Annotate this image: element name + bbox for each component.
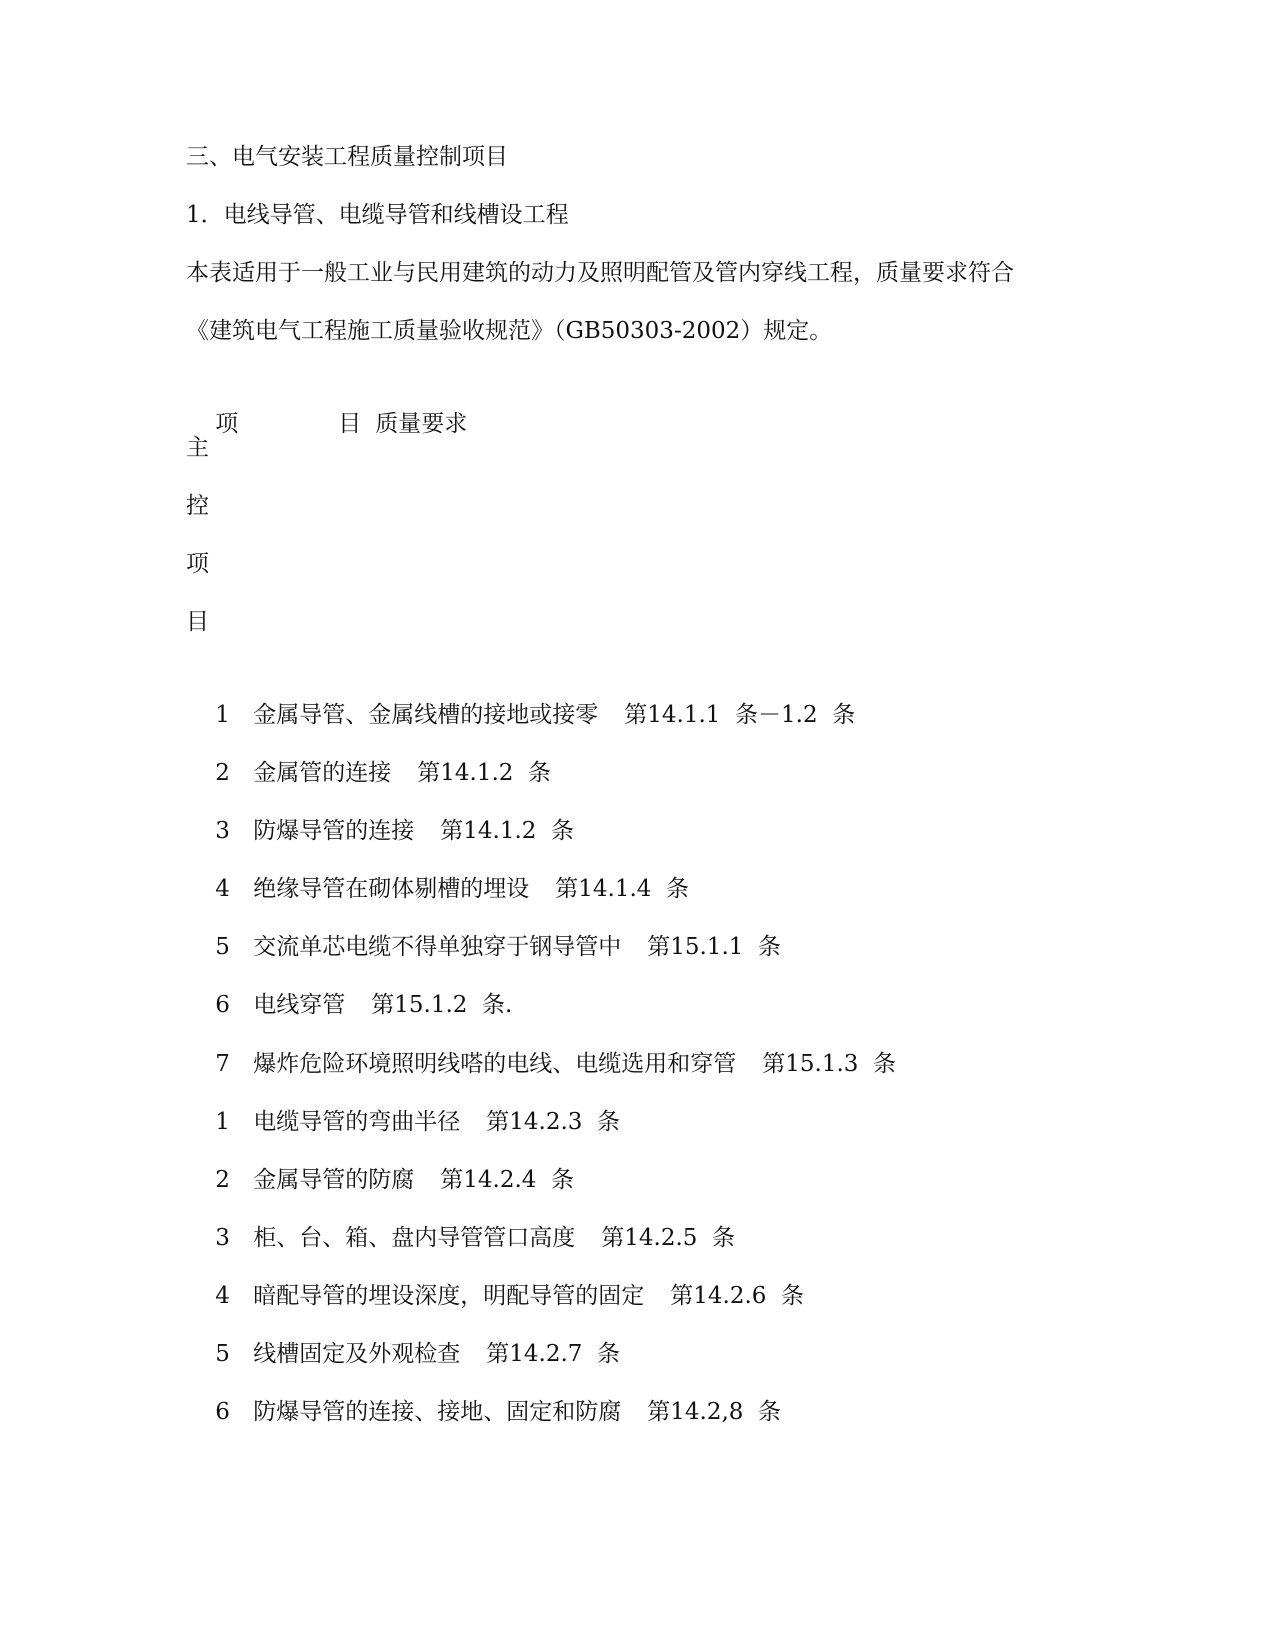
main-item-row <box>186 722 552 786</box>
general-item-row <box>186 1129 575 1193</box>
row-reference: 第14.2.7 条 <box>486 1341 621 1367</box>
row-description: 金属管的连接 <box>253 760 392 786</box>
row-description: 防爆导管的连接 <box>253 818 415 844</box>
row-reference: 第14.1.4 条 <box>555 876 690 902</box>
row-description: 暗配导管的埋设深度，明配导管的固定 <box>253 1283 645 1309</box>
row-description: 金属导管、金属线槽的接地或接零 <box>253 702 599 728</box>
row-number: 2 <box>215 760 230 786</box>
row-number: 1 <box>215 702 230 728</box>
row-reference: 第15.1.2 条. <box>371 992 513 1018</box>
row-reference: 第14.1.1 条－1.2 条 <box>624 702 856 728</box>
category-char: 控 <box>186 493 209 519</box>
row-number: 6 <box>215 1399 230 1425</box>
row-reference: 第15.1.3 条 <box>762 1051 897 1077</box>
general-item-row <box>186 1361 782 1425</box>
row-description: 电线穿管 <box>253 992 346 1018</box>
row-description: 柜、台、箱、盘内导管管口高度 <box>253 1225 576 1251</box>
general-item-row <box>186 1187 736 1251</box>
row-number: 5 <box>215 934 230 960</box>
header-item-char-2: 目 <box>338 411 362 437</box>
row-description: 绝缘导管在砌体剔槽的埋设 <box>253 876 530 902</box>
row-number: 7 <box>215 1051 230 1077</box>
row-description: 电缆导管的弯曲半径 <box>253 1109 461 1135</box>
main-item-row <box>186 954 513 1018</box>
row-number: 2 <box>215 1167 230 1193</box>
row-reference: 第14.2.4 条 <box>440 1167 575 1193</box>
row-description: 防爆导管的连接、接地、固定和防腐 <box>253 1399 622 1425</box>
row-number: 4 <box>215 1283 230 1309</box>
general-item-row <box>186 1245 805 1309</box>
header-item-char-1: 项 <box>215 411 239 437</box>
row-reference: 第15.1.1 条 <box>647 934 782 960</box>
main-item-row <box>186 780 575 844</box>
row-reference: 第14.1.2 条 <box>440 818 575 844</box>
row-number: 3 <box>215 818 230 844</box>
row-number: 6 <box>215 992 230 1018</box>
main-item-row <box>186 896 782 960</box>
section-title: 三、电气安装工程质量控制项目 <box>186 144 508 170</box>
row-description: 爆炸危险环境照明线嗒的电线、电缆选用和穿管 <box>253 1051 737 1077</box>
row-reference: 第14.2.3 条 <box>486 1109 621 1135</box>
row-description: 金属导管的防腐 <box>253 1167 415 1193</box>
general-item-row <box>186 1071 621 1135</box>
table-header <box>186 373 468 437</box>
intro-line-1: 本表适用于一般工业与民用建筑的动力及照明配管及管内穿线工程，质量要求符合 <box>186 260 1014 286</box>
header-quality-requirement: 质量要求 <box>375 411 468 437</box>
row-reference: 第14.2.6 条 <box>670 1283 805 1309</box>
category-char: 项 <box>186 551 209 577</box>
row-reference: 第14.1.2 条 <box>417 760 552 786</box>
row-number: 4 <box>215 876 230 902</box>
row-number: 3 <box>215 1225 230 1251</box>
category-char: 目 <box>186 609 209 635</box>
row-number: 5 <box>215 1341 230 1367</box>
row-number: 1 <box>215 1109 230 1135</box>
intro-line-2: 《建筑电气工程施工质量验收规范》（GB50303-2002）规定。 <box>186 318 833 344</box>
subsection-title: 1．电线导管、电缆导管和线槽设工程 <box>186 202 569 228</box>
main-item-row <box>186 838 690 902</box>
row-reference: 第14.2,8 条 <box>647 1399 782 1425</box>
row-description: 交流单芯电缆不得单独穿于钢导管中 <box>253 934 622 960</box>
category-char: 主 <box>186 435 209 461</box>
row-reference: 第14.2.5 条 <box>601 1225 736 1251</box>
row-description: 线槽固定及外观检查 <box>253 1341 461 1367</box>
general-item-row <box>186 1303 621 1367</box>
main-item-row <box>186 664 856 728</box>
main-item-row <box>186 1013 897 1077</box>
